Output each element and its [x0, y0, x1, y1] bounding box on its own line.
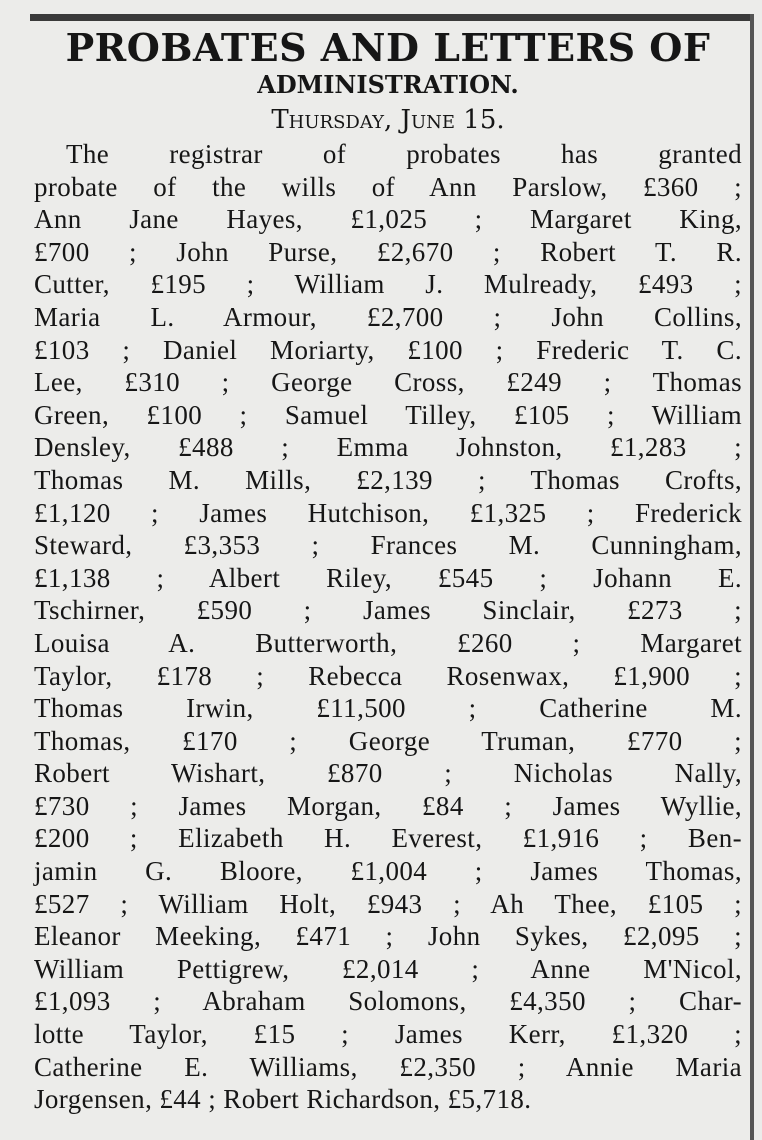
body-line: £1,120 ; James Hutchison, £1,325 ; Frederick [34, 497, 742, 528]
article-headline: PROBATES AND LETTERS OF [65, 25, 711, 70]
article-column [34, 24, 742, 1116]
body-line: lotte Taylor, £15 ; James Kerr, £1,320 ; [34, 1019, 742, 1050]
body-line: Taylor, £178 ; Rebecca Rosenwax, £1,900 ; [34, 660, 742, 691]
article-dateline: Thursday, June 15. [271, 105, 505, 135]
right-column-rule [750, 14, 754, 1140]
top-column-rule [30, 14, 750, 21]
body-line: Robert Wishart, £870 ; Nicholas Nally, [34, 758, 742, 789]
article-subhead: ADMINISTRATION. [257, 70, 519, 99]
body-line: Densley, £488 ; Emma Johnston, £1,283 ; [34, 432, 742, 463]
body-line: £103 ; Daniel Moriarty, £100 ; Frederic T. C. [34, 334, 742, 365]
body-line: Maria L. Armour, £2,700 ; John Collins, [34, 301, 742, 332]
article-body [34, 138, 742, 1116]
body-line: £1,138 ; Albert Riley, £545 ; Johann E. [34, 562, 742, 593]
body-line: Steward, £3,353 ; Frances M. Cunningham, [34, 530, 742, 561]
body-line: Cutter, £195 ; William J. Mulready, £493 ; [34, 269, 742, 300]
body-line: £200 ; Elizabeth H. Everest, £1,916 ; Ben- [34, 823, 742, 854]
body-line: £700 ; John Purse, £2,670 ; Robert T. R. [34, 236, 742, 267]
body-line: Thomas Irwin, £11,500 ; Catherine M. [34, 693, 742, 724]
body-line: £730 ; James Morgan, £84 ; James Wyllie, [34, 790, 742, 821]
body-line: Green, £100 ; Samuel Tilley, £105 ; William [34, 399, 742, 430]
body-line: £527 ; William Holt, £943 ; Ah Thee, £105 ; [34, 888, 742, 919]
body-line: Louisa A. Butterworth, £260 ; Margaret [34, 627, 742, 658]
body-line: Tschirner, £590 ; James Sinclair, £273 ; [34, 595, 742, 626]
body-line: Catherine E. Williams, £2,350 ; Annie Maria [34, 1051, 742, 1082]
body-line: Thomas, £170 ; George Truman, £770 ; [34, 725, 742, 756]
body-line: £1,093 ; Abraham Solomons, £4,350 ; Char- [34, 986, 742, 1017]
body-line: Eleanor Meeking, £471 ; John Sykes, £2,095 ; [34, 921, 742, 952]
body-line: Jorgensen, £44 ; Robert Richardson, £5,718. [34, 1084, 532, 1115]
body-line: Thomas M. Mills, £2,139 ; Thomas Crofts, [34, 464, 742, 495]
body-line: Lee, £310 ; George Cross, £249 ; Thomas [34, 367, 742, 398]
body-line: William Pettigrew, £2,014 ; Anne M'Nicol, [34, 953, 742, 984]
body-line: probate of the wills of Ann Parslow, £360 ; [34, 171, 742, 202]
body-line: Ann Jane Hayes, £1,025 ; Margaret King, [34, 204, 742, 235]
body-line: The registrar of probates has granted [66, 139, 742, 169]
body-line: jamin G. Bloore, £1,004 ; James Thomas, [34, 856, 742, 887]
